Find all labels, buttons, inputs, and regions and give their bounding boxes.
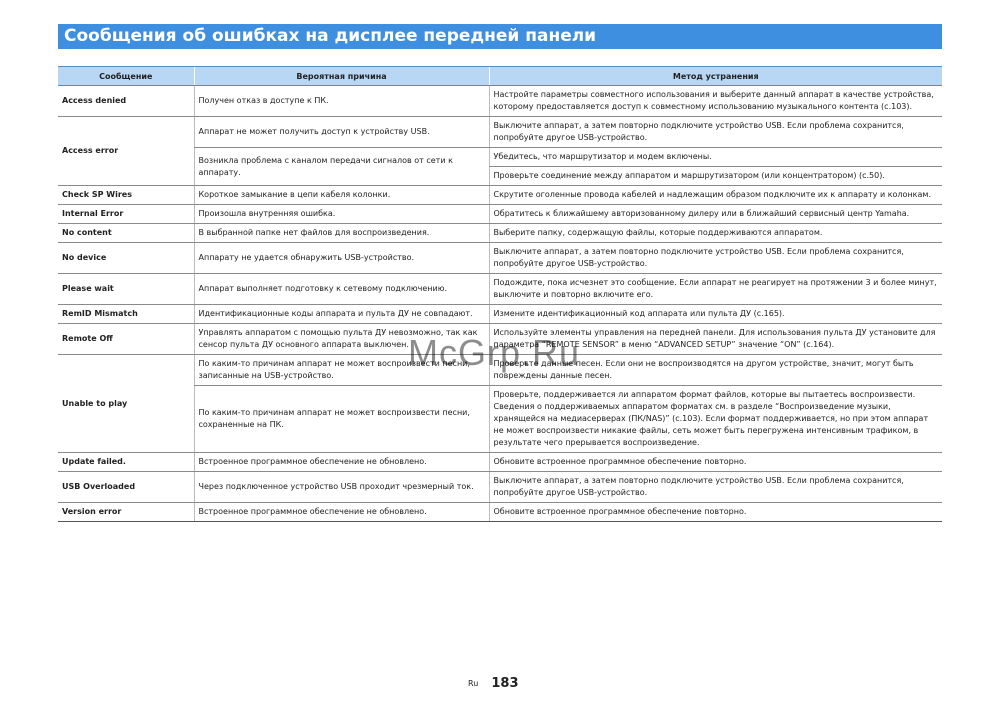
table-row (58, 274, 942, 305)
remedy-cell: Подождите, пока исчезнет это сообщение. Если аппарат не реагирует на протяжении 3 и более минут, выключите и повторно включите его. (489, 274, 942, 305)
table-row (58, 503, 942, 522)
header-remedy: Метод устранения (489, 67, 942, 86)
table-row (58, 117, 942, 148)
cause-cell: Идентификационные коды аппарата и пульта ДУ не совпадают. (194, 305, 489, 324)
message-cell: Version error (58, 503, 194, 522)
remedy-cell: Проверьте, поддерживается ли аппаратом формат файлов, которые вы пытаетесь воспроизвести. Сведения о поддерживаемых аппаратом форматах см. в разделе “Воспроизведение музыки, хранящейся на медиасерверах (ПК/NAS)” (с.103). Если формат поддерживается, но при этом аппарат не может воспроизвести никакие файлы, сеть может быть перегружена интенсивным трафиком, в результате чего прерывается воспроизведение. (489, 386, 942, 453)
table-row (58, 305, 942, 324)
message-cell: No device (58, 243, 194, 274)
cause-cell: Встроенное программное обеспечение не обновлено. (194, 453, 489, 472)
cause-cell: Возникла проблема с каналом передачи сигналов от сети к аппарату. (194, 148, 489, 186)
table-row (58, 453, 942, 472)
page-number: 183 (491, 676, 519, 691)
error-messages-table (58, 66, 942, 522)
remedy-cell: Скрутите оголенные провода кабелей и надлежащим образом подключите их к аппарату и колонкам. (489, 186, 942, 205)
message-cell: Remote Off (58, 324, 194, 355)
message-cell: No content (58, 224, 194, 243)
remedy-cell: Обратитесь к ближайшему авторизованному дилеру или в ближайший сервисный центр Yamaha. (489, 205, 942, 224)
cause-cell: Получен отказ в доступе к ПК. (194, 86, 489, 117)
message-cell: RemID Mismatch (58, 305, 194, 324)
language-label: Ru (468, 679, 479, 688)
remedy-cell: Измените идентификационный код аппарата или пульта ДУ (с.165). (489, 305, 942, 324)
table-row (58, 186, 942, 205)
cause-cell: Встроенное программное обеспечение не обновлено. (194, 503, 489, 522)
remedy-cell: Используйте элементы управления на передней панели. Для использования пульта ДУ установите для параметра “REMOTE SENSOR” в меню “ADVANCED SETUP” значение “ON” (с.164). (489, 324, 942, 355)
remedy-cell: Проверьте соединение между аппаратом и маршрутизатором (или концентратором) (с.50). (489, 167, 942, 186)
message-cell: Unable to play (58, 355, 194, 453)
remedy-cell: Выключите аппарат, а затем повторно подключите устройство USB. Если проблема сохранится, попробуйте другое USB-устройство. (489, 243, 942, 274)
page-footer (468, 673, 519, 692)
remedy-cell: Проверьте данные песен. Если они не воспроизводятся на другом устройстве, значит, могут быть повреждены данные песен. (489, 355, 942, 386)
remedy-cell: Настройте параметры совместного использования и выберите данный аппарат в качестве устройства, которому предоставляется доступ к совместному использованию музыкального контента (с.103). (489, 86, 942, 117)
cause-cell: В выбранной папке нет файлов для воспроизведения. (194, 224, 489, 243)
table-row (58, 86, 942, 117)
message-cell: Access error (58, 117, 194, 186)
cause-cell: Аппарат выполняет подготовку к сетевому подключению. (194, 274, 489, 305)
page-title: Сообщения об ошибках на дисплее передней панели (58, 24, 942, 49)
remedy-cell: Выберите папку, содержащую файлы, которые поддерживаются аппаратом. (489, 224, 942, 243)
table-row (58, 224, 942, 243)
cause-cell: Управлять аппаратом с помощью пульта ДУ невозможно, так как сенсор пульта ДУ основного аппарата выключен. (194, 324, 489, 355)
cause-cell: Короткое замыкание в цепи кабеля колонки. (194, 186, 489, 205)
table-row (58, 472, 942, 503)
cause-cell: По каким-то причинам аппарат не может воспроизвести песни, сохраненные на ПК. (194, 386, 489, 453)
table-row (58, 355, 942, 386)
table-row (58, 243, 942, 274)
remedy-cell: Выключите аппарат, а затем повторно подключите устройство USB. Если проблема сохранится, попробуйте другое USB-устройство. (489, 472, 942, 503)
table-header-row (58, 67, 942, 86)
message-cell: Check SP Wires (58, 186, 194, 205)
cause-cell: Аппарату не удается обнаружить USB-устройство. (194, 243, 489, 274)
header-message: Сообщение (58, 67, 194, 86)
table-row (58, 205, 942, 224)
header-cause: Вероятная причина (194, 67, 489, 86)
remedy-cell: Убедитесь, что маршрутизатор и модем включены. (489, 148, 942, 167)
remedy-cell: Выключите аппарат, а затем повторно подключите устройство USB. Если проблема сохранится, попробуйте другое USB-устройство. (489, 117, 942, 148)
cause-cell: Произошла внутренняя ошибка. (194, 205, 489, 224)
table-row (58, 324, 942, 355)
message-cell: Please wait (58, 274, 194, 305)
message-cell: Update failed. (58, 453, 194, 472)
cause-cell: По каким-то причинам аппарат не может воспроизвести песни, записанные на USB-устройство. (194, 355, 489, 386)
message-cell: Internal Error (58, 205, 194, 224)
cause-cell: Аппарат не может получить доступ к устройству USB. (194, 117, 489, 148)
watermark: McGrp.Ru (408, 332, 581, 373)
remedy-cell: Обновите встроенное программное обеспечение повторно. (489, 503, 942, 522)
message-cell: USB Overloaded (58, 472, 194, 503)
remedy-cell: Обновите встроенное программное обеспечение повторно. (489, 453, 942, 472)
cause-cell: Через подключенное устройство USB проходит чрезмерный ток. (194, 472, 489, 503)
message-cell: Access denied (58, 86, 194, 117)
